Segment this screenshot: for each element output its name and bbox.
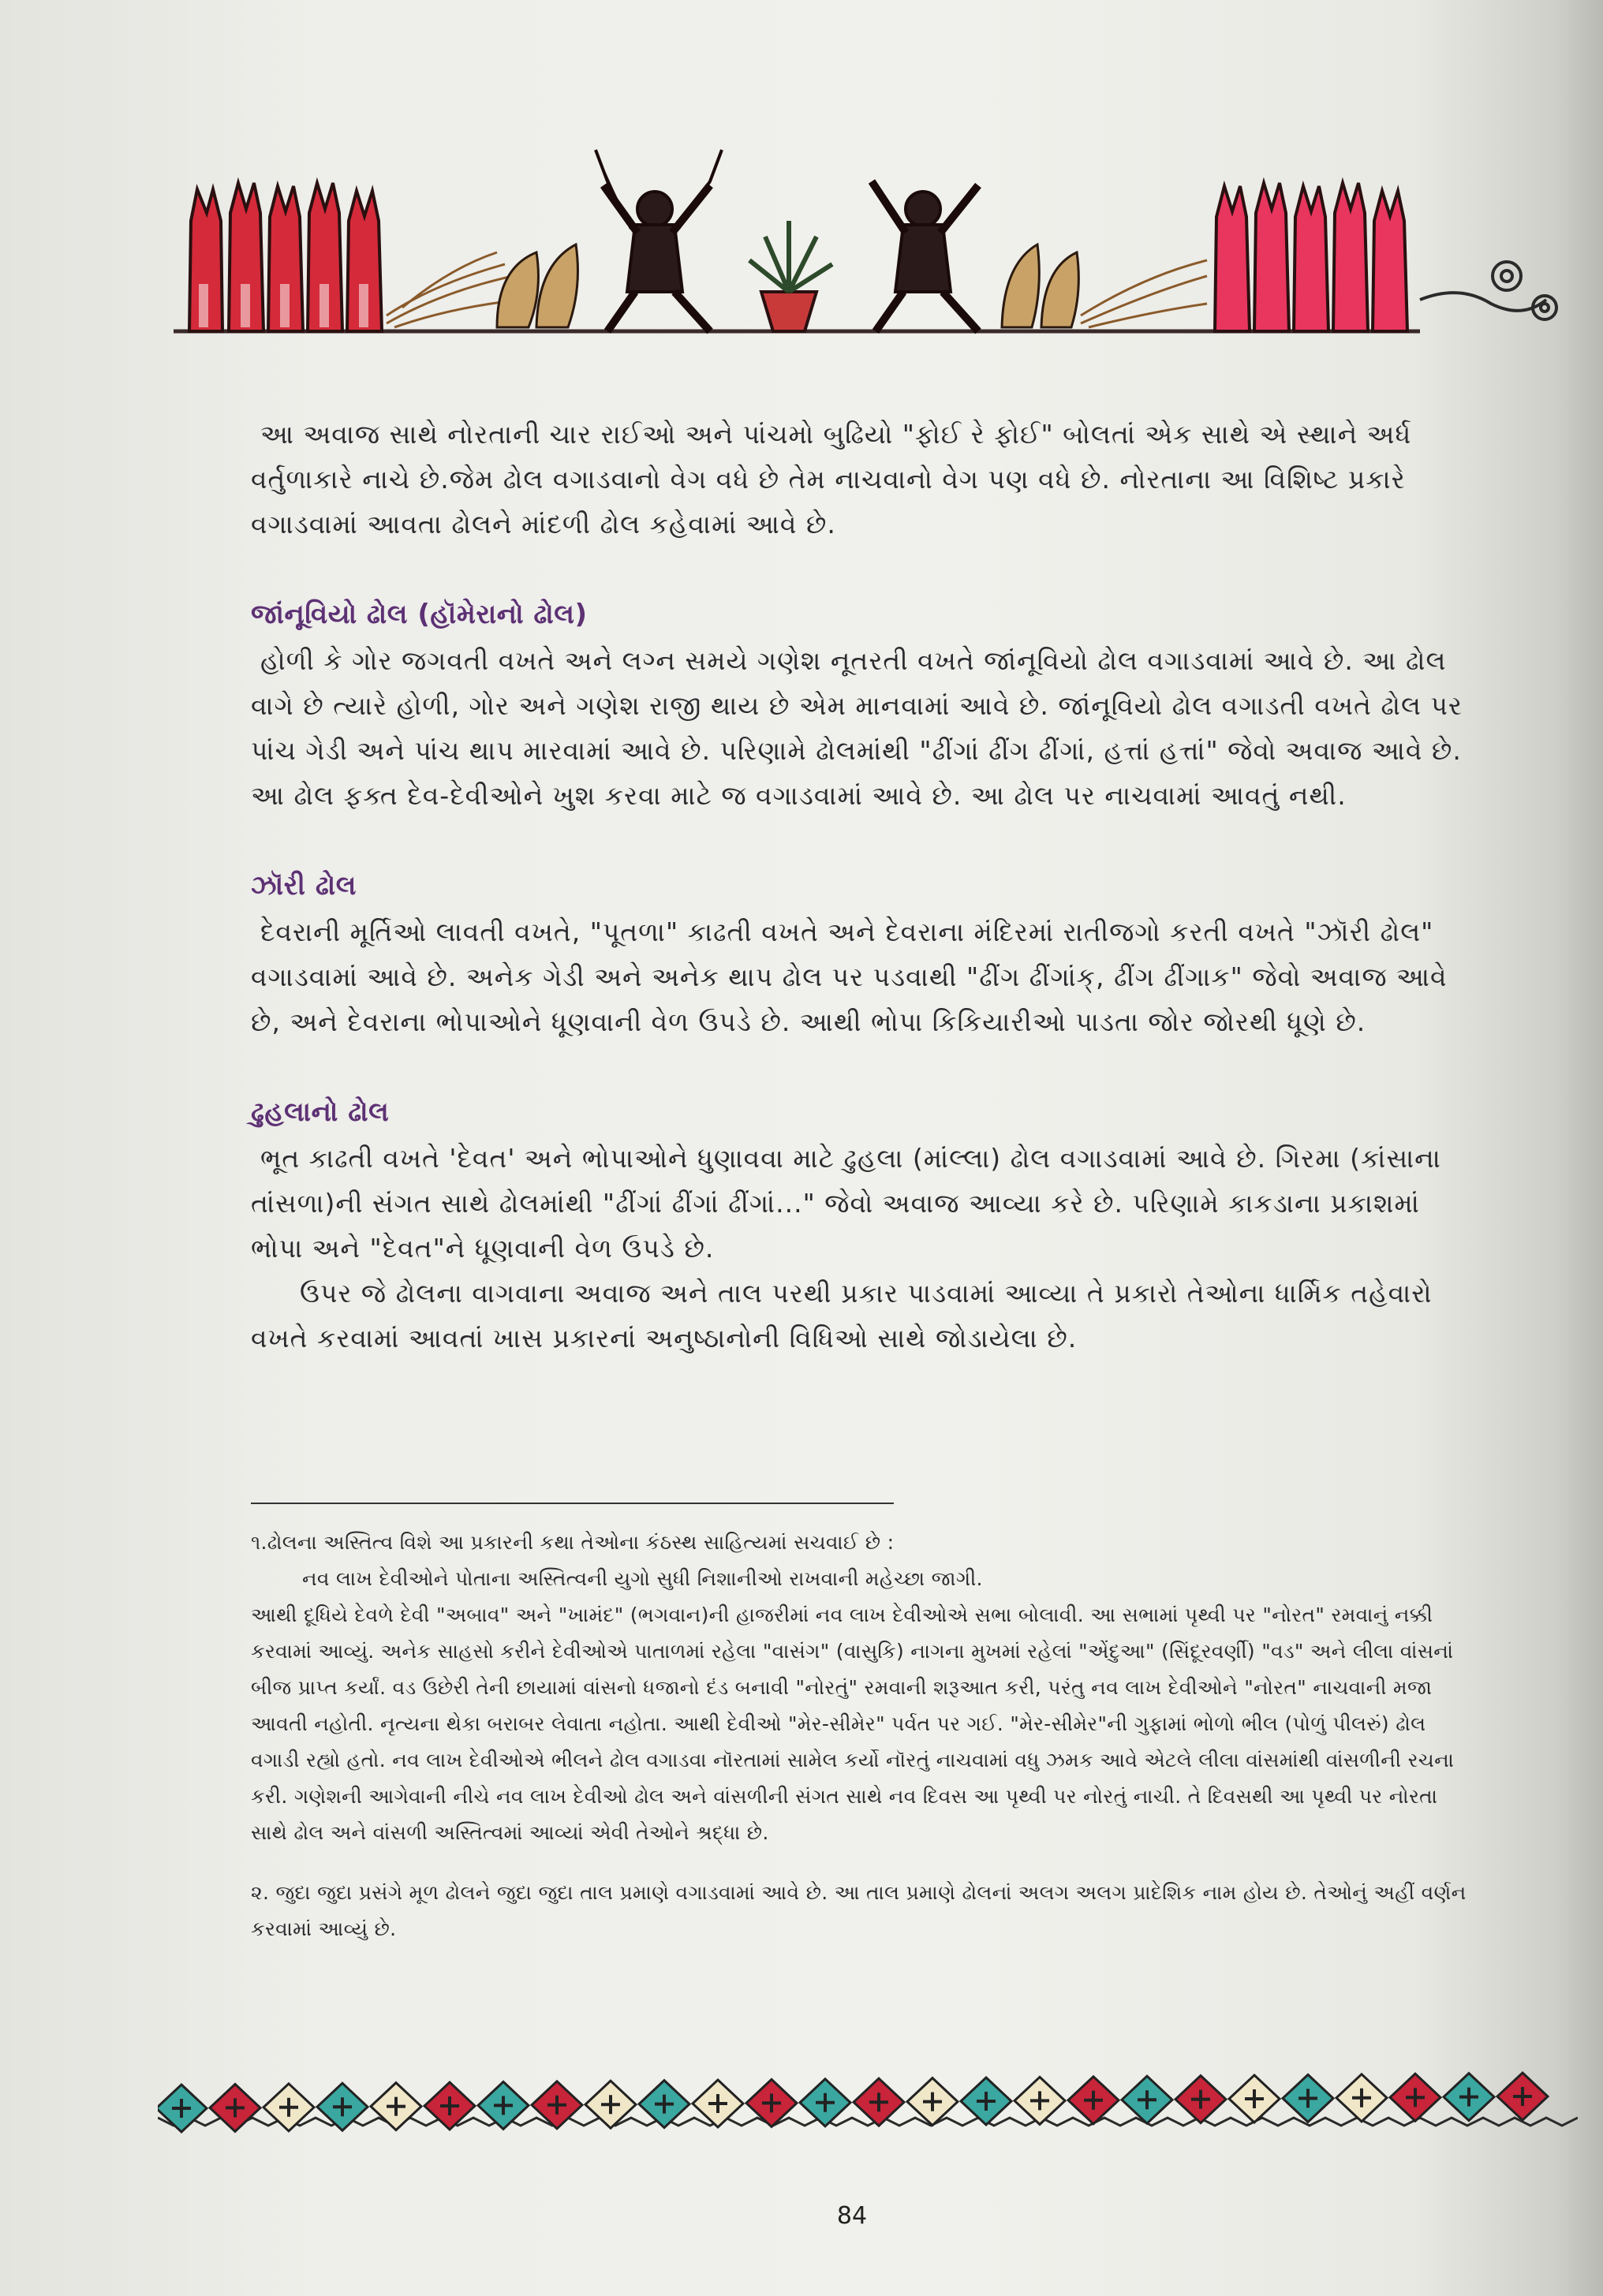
dancer-figure-right-icon [872, 181, 978, 331]
footnote-2: ૨. જુદા જુદા પ્રસંગે મૂળ ઢોલને જુદા જુદા તાલ પ્રમાણે વગાડવામાં આવે છે. આ તાલ પ્રમાણે ઢોલનાં અલગ અલગ પ્રાદેશિક નામ હોય છે. તેઓનું અહીં વર્ણન કરવામાં આવ્યું છે. [251, 1881, 1467, 1940]
footnote-1-body: આથી દૂધિયે દેવળે દેવી "અબાવ" અને "ખામંદ" (ભગવાન)ની હાજરીમાં નવ લાખ દેવીઓએ સભા બોલાવી. આ સભામાં પૃથ્વી પર "નોરત" રમવાનું નક્કી કરવામાં આવ્યું. અનેક સાહસો કરીને દેવીઓએ પાતાળમાં રહેલા "વાસંગ" (વાસુકિ) નાગના મુખમાં રહેલાં "એંદુઆ" (સિંદૂરવર્ણી) "વડ" અને લીલા વાંસનાં બીજ પ્રાપ્ત કર્યાં. વડ ઉછેરી તેની છાયામાં વાંસનો ધજાનો દંડ બનાવી "નોરતું" રમવાની શરૂઆત કરી, પરંતુ નવ લાખ દેવીઓને "નોરત" નાચવાની મજા આવતી નહોતી. નૃત્યના થેકા બરાબર લેવાતા નહોતા. આથી દેવીઓ "મેર-સીમેર" પર્વત પર ગઈ. "મેર-સીમેર"ની ગુફામાં ભોળો ભીલ (પોળું પીલરું) ઢોલ વગાડી રહ્યો હતો. નવ લાખ દેવીઓએ ભીલને ઢોલ વગાડવા નૉરતામાં સામેલ કર્યો નૉરતું નાચવામાં વધુ ઝમક આવે એટલે લીલા વાંસમાંથી વાંસળીની રચના કરી. ગણેશની આગેવાની નીચે નવ લાખ દેવીઓ ઢોલ અને વાંસળીની સંગત સાથે નવ દિવસ આ પૃથ્વી પર નોરતું નાચી. તે દિવસથી આ પૃથ્વી પર નોરતા સાથે ઢોલ અને વાંસળી અસ્તિત્વમાં આવ્યાં એવી તેઓને શ્રદ્ધા છે. [251, 1603, 1455, 1844]
foliage-right-icon [1081, 260, 1207, 327]
heading-janoviyo-dhol: જાંનૂવિયો ઢોલ (હૉમેરાનો ઢોલ) [251, 599, 588, 630]
footnote-1-intro: ૧.ઢોલના અસ્તિત્વ વિશે આ પ્રકારની કથા તેઓના કંઠસ્થ સાહિત્યમાં સચવાઈ છે : [251, 1531, 895, 1554]
diamond-pattern-border [158, 2070, 1578, 2141]
main-text [251, 412, 1470, 1361]
page-number: 84 [836, 2202, 868, 2230]
potted-plant-center-icon [749, 221, 832, 331]
footnote-1-line: નવ લાખ દેવીઓને પોતાના અસ્તિત્વની યુગો સુધી નિશાનીઓ રાખવાની મહેચ્છા જાગી. [302, 1567, 983, 1590]
dancer-figure-left-icon [596, 150, 722, 331]
tribal-dancers-banner-illustration [166, 134, 1570, 355]
paragraph-closing: ઉપર જે ઢોલના વાગવાના અવાજ અને તાલ પરથી પ્રકાર પાડવામાં આવ્યા તે પ્રકારો તેઓના ધાર્મિક તહેવારો વખતે કરવામાં આવતાં ખાસ પ્રકારનાં અનુષ્ઠાનોની વિધિઓ સાથે જોડાયેલા છે. [251, 1278, 1433, 1353]
paragraph-intro: આ અવાજ સાથે નોરતાની ચાર રાઈઓ અને પાંચમો બુઢિયો "ફોઈ રે ફોઈ" બોલતાં એક સાથે એ સ્થાને અર્ધ વર્તુળાકારે નાચે છે.જેમ ઢોલ વગાડવાનો વેગ વધે છે તેમ નાચવાનો વેગ પણ વધે છે. નોરતાના આ વિશિષ્ટ પ્રકારે વગાડવામાં આવતા ઢોલને માંદળી ઢોલ કહેવામાં આવે છે. [251, 419, 1412, 539]
paragraph-dhuhlano-dhol: ભૂત કાઢતી વખતે 'દેવત' અને ભોપાઓને ધુણાવવા માટે ઢુહલા (માંલ્લા) ઢોલ વગાડવામાં આવે છે. ગિરમા (કાંસાના તાંસળા)ની સંગત સાથે ઢોલમાંથી "ઢીંગાં ઢીંગાં ઢીંગાં..." જેવો અવાજ આવ્યા કરે છે. પરિણામે કાકડાના પ્રકાશમાં ભોપા અને "દેવત"ને ધૂણવાની વેળ ઉપડે છે. [251, 1143, 1441, 1264]
footnotes [251, 1525, 1470, 1947]
footnote-divider [251, 1503, 894, 1504]
paragraph-janoviyo-dhol: હોળી કે ગોર જગવતી વખતે અને લગ્ન સમયે ગણેશ નૂતરતી વખતે જાંનૂવિયો ઢોલ વગાડવામાં આવે છે. આ ઢોલ વાગે છે ત્યારે હોળી, ગોર અને ગણેશ રાજી થાય છે એમ માનવામાં આવે છે. જાંનૂવિયો ઢોલ વગાડતી વખતે ઢોલ પર પાંચ ગેડી અને પાંચ થાપ મારવામાં આવે છે. પરિણામે ઢોલમાંથી "ઢીંગાં ઢીંગ ઢીંગાં, હત્તાં હત્તાં" જેવો અવાજ આવે છે. આ ઢોલ ફક્ત દેવ-દેવીઓને ખુશ કરવા માટે જ વગાડવામાં આવે છે. આ ઢોલ પર નાચવામાં આવતું નથી. [251, 645, 1463, 811]
paragraph-jhori-dhol: દેવરાની મૂર્તિઓ લાવતી વખતે, "પૂતળા" કાઢતી વખતે અને દેવરાના મંદિરમાં રાતીજગો કરતી વખતે "ઝૉરી ઢોલ" વગાડવામાં આવે છે. અનેક ગેડી અને અનેક થાપ ઢોલ પર પડવાથી "ઢીંગ ઢીંગાંક્, ઢીંગ ઢીંગાક" જેવો અવાજ આવે છે, અને દેવરાના ભોપાઓને ધૂણવાની વેળ ઉપડે છે. આથી ભોપા કિકિયારીઓ પાડતા જોર જોરથી ધૂણે છે. [251, 917, 1448, 1037]
spiral-flourish-icon [1420, 262, 1556, 319]
pink-horse-figures-right-icon [1215, 183, 1407, 331]
bird-figures-left-icon [497, 245, 577, 327]
bird-figures-right-icon [1002, 245, 1078, 327]
heading-dhuhlano-dhol: ઢુહલાનો ઢોલ [251, 1096, 390, 1128]
heading-jhori-dhol: ઝૉરી ઢોલ [251, 870, 357, 902]
